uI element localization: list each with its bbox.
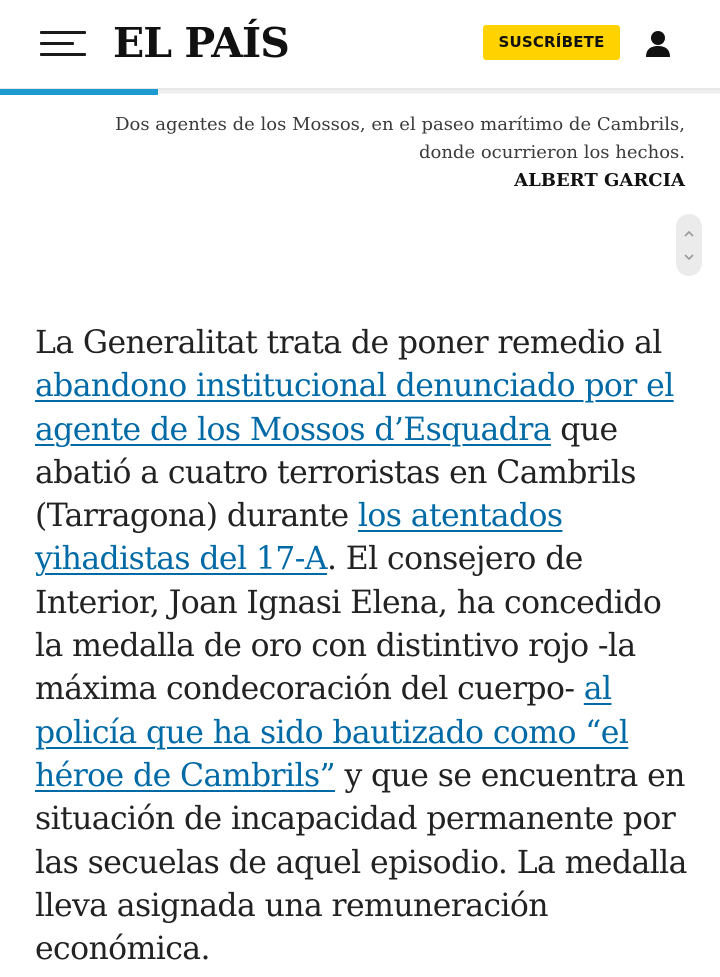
site-logo[interactable]: EL PAÍS [113, 19, 289, 67]
hamburger-menu-icon[interactable] [40, 29, 88, 59]
site-header [0, 0, 720, 88]
article-link-abandono[interactable]: abandono institucional denunciado por el agente de los Mossos d’Esquadra [35, 368, 674, 448]
subscribe-button[interactable]: SUSCRÍBETE [483, 25, 620, 60]
article-text: que abatió a cuatro terroristas en Cambrils (Tarragona) durante [35, 411, 636, 535]
chevron-up-icon[interactable] [684, 230, 694, 237]
article-text: . El consejero de Interior, Joan Ignasi Elena, ha concedido la medalla de oro con distintivo rojo -la máxima condecoración del cuerpo- [35, 541, 662, 708]
caption-line: Dos agentes de los Mossos, en el paseo marítimo de Cambrils, [115, 114, 685, 135]
article-link-heroe[interactable]: al policía que ha sido bautizado como “el héroe de Cambrils” [35, 671, 629, 794]
article-text: La Generalitat trata de poner remedio al [35, 325, 662, 361]
caption-scroll-control[interactable] [676, 214, 702, 276]
reading-progress-bar [0, 89, 158, 95]
article-link-atentados[interactable]: los atentados yihadistas del 17-A [35, 498, 563, 578]
photo-credit: ALBERT GARCIA [514, 170, 685, 191]
photo-caption [45, 111, 685, 195]
caption-line: donde ocurrieron los hechos. [418, 142, 685, 163]
user-icon[interactable] [645, 30, 671, 58]
chevron-down-icon[interactable] [684, 254, 694, 261]
article-paragraph [35, 322, 695, 971]
article-text: y que se encuentra en situación de incapacidad permanente por las secuelas de aquel episodio. La medalla lleva asignada una remuneración económica. [35, 757, 687, 968]
